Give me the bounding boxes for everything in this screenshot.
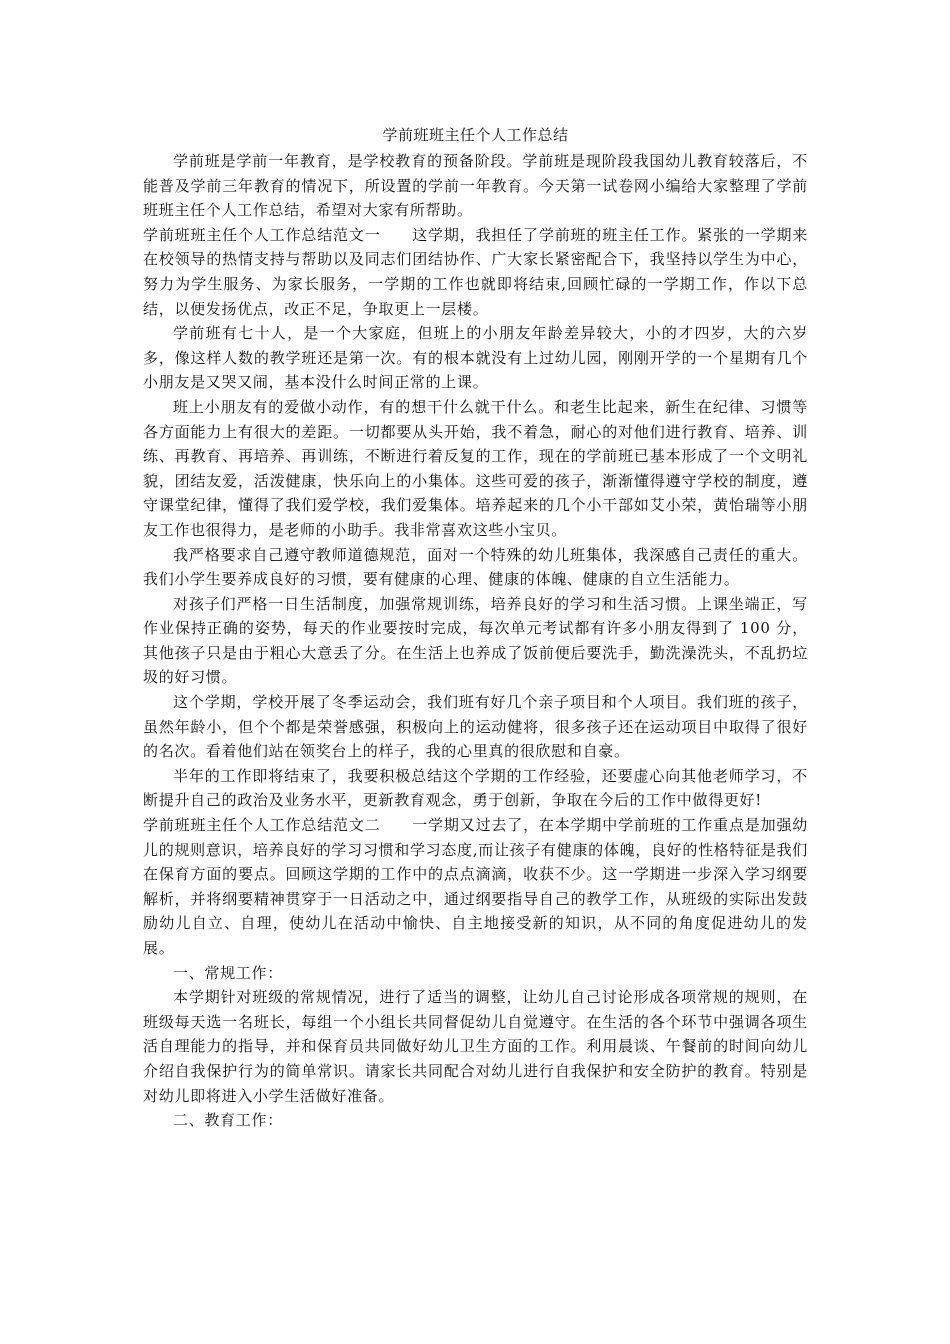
- document-page: [143, 123, 808, 1133]
- paragraph: 学前班班主任个人工作总结范文一 这学期，我担任了学前班的班主任工作。紧张的一学期来在校领导的热情支持与帮助以及同志们团结协作、广大家长紧密配合下，我坚持以学生为中心，努力为学生服务、为家长服务，一学期的工作也就即将结束,回顾忙碌的一学期工作，作以下总结，以便发扬优点，改正不足，争取更上一层楼。: [143, 225, 808, 318]
- paragraph: 学前班有七十人，是一个大家庭，但班上的小朋友年龄差异较大，小的才四岁，大的六岁多，像这样人数的教学班还是第一次。有的根本就没有上过幼儿园，刚刚开学的一个星期有几个小朋友是又哭又闹，基本没什么时间正常的上课。: [143, 324, 808, 392]
- paragraph: 本学期针对班级的常规情况，进行了适当的调整，让幼儿自己讨论形成各项常规的规则，在班级每天选一名班长，每组一个小组长共同督促幼儿自觉遵守。在生活的各个环节中强调各项生活自理能力的指导，并和保育员共同做好幼儿卫生方面的工作。利用晨谈、午餐前的时间向幼儿介绍自我保护行为的简单常识。请家长共同配合对幼儿进行自我保护和安全防护的教育。特别是对幼儿即将进入小学生活做好准备。: [143, 988, 808, 1105]
- paragraph: 对孩子们严格一日生活制度，加强常规训练，培养良好的学习和生活习惯。上课坐端正，写作业保持正确的姿势，每天的作业要按时完成，每次单元考试都有许多小朋友得到了 100 分，其他孩子只是由于粗心大意丢了分。在生活上也养成了饭前便后要洗手，勤洗澡洗头，不乱扔垃圾的好习惯。: [143, 594, 808, 687]
- paragraph: 我严格要求自己遵守教师道德规范，面对一个特殊的幼儿班集体，我深感自己责任的重大。我们小学生要养成良好的习惯，要有健康的心理、健康的体魄、健康的自立生活能力。: [143, 545, 808, 589]
- paragraph: 二、教育工作：: [173, 1111, 283, 1130]
- paragraph: 学前班班主任个人工作总结范文二 一学期又过去了，在本学期中学前班的工作重点是加强幼儿的规则意识，培养良好的学习习惯和学习态度,而让孩子有健康的体魄，良好的性格特征是我们在保育方面的要点。回顾这学期的工作中的点点滴滴，收获不少。这一学期进一步深入学习纲要解析，并将纲要精神贯穿于一日活动之中，通过纲要指导自己的教学工作，从班级的实际出发鼓励幼儿自立、自理，使幼儿在活动中愉快、自主地接受新的知识，从不同的角度促进幼儿的发展。: [143, 816, 808, 957]
- paragraph: 半年的工作即将结束了，我要积极总结这个学期的工作经验，还要虚心向其他老师学习，不断提升自己的政治及业务水平，更新教育观念，勇于创新，争取在今后的工作中做得更好!: [143, 766, 808, 810]
- document-body: [143, 149, 808, 1133]
- paragraph: 学前班是学前一年教育，是学校教育的预备阶段。学前班是现阶段我国幼儿教育较落后，不能普及学前三年教育的情况下，所设置的学前一年教育。今天第一试卷网小编给大家整理了学前班班主任个人工作总结，希望对大家有所帮助。: [143, 152, 808, 220]
- paragraph: 这个学期，学校开展了冬季运动会，我们班有好几个亲子项目和个人项目。我们班的孩子，虽然年龄小，但个个都是荣誉感强，积极向上的运动健将，很多孩子还在运动项目中取得了很好的名次。看着他们站在领奖台上的样子，我的心里真的很欣慰和自豪。: [143, 693, 808, 761]
- paragraph: 一、常规工作：: [173, 963, 283, 982]
- paragraph: 班上小朋友有的爱做小动作，有的想干什么就干什么。和老生比起来，新生在纪律、习惯等各方面能力上有很大的差距。一切都要从头开始，我不着急，耐心的对他们进行教育、培养、训练、再教育、再培养、再训练，不断进行着反复的工作，现在的学前班已基本形成了一个文明礼貌，团结友爱，活泼健康，快乐向上的小集体。这些可爱的孩子，渐渐懂得遵守学校的制度，遵守课堂纪律，懂得了我们爱学校，我们爱集体。培养起来的几个小干部如艾小荣，黄怡瑞等小朋友工作也很得力，是老师的小助手。我非常喜欢这些小宝贝。: [143, 397, 808, 539]
- document-title: 学前班班主任个人工作总结: [382, 126, 569, 144]
